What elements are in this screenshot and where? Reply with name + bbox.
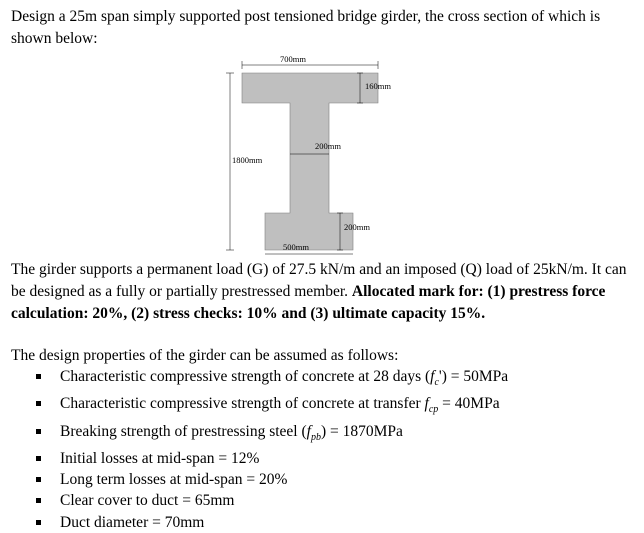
property-item [36, 393, 508, 420]
property-item [36, 512, 508, 533]
top-flange-depth-label: 160mm [365, 81, 391, 91]
allocated-marks-text: Allocated mark for: (1) prestress force calculation: 20%, (2) stress checks: 10% and (3) ultimate capacity 15%. [11, 283, 606, 322]
properties-intro: The design properties of the girder can be assumed as follows: [11, 347, 399, 364]
girder-cross-section-figure [220, 48, 420, 258]
property-text: Characteristic compressive strength of concrete at transfer [60, 395, 425, 413]
property-value-text: ) = 1870MPa [320, 422, 403, 440]
property-symbol: f [430, 368, 435, 385]
property-item [36, 469, 508, 490]
property-item [36, 366, 508, 393]
property-text: Long term losses at mid-span = 20% [60, 471, 288, 489]
bullet-square-icon [36, 520, 41, 525]
property-symbol-subscript: c [434, 377, 439, 389]
bullet-square-icon [36, 429, 41, 434]
bottom-flange-depth-label: 200mm [344, 222, 370, 232]
bullet-square-icon [36, 498, 41, 503]
property-value-text: ') = 50MPa [438, 368, 509, 385]
intro-paragraph: Design a 25m span simply supported post tensioned bridge girder, the cross section of which is shown below: [11, 8, 601, 47]
loads-text: The girder supports a permanent load (G) of 27.5 kN/m and an imposed (Q) load of 25kN/m. It can be designed as a fully or partially prestressed member. [11, 261, 627, 300]
property-item [36, 448, 508, 469]
overall-depth-label: 1800mm [232, 155, 263, 165]
property-text: Duct diameter = 70mm [60, 513, 205, 531]
properties-list [36, 366, 508, 533]
property-symbol-subscript: cp [428, 404, 439, 416]
property-text: Breaking strength of prestressing steel ( [60, 422, 307, 440]
property-text: Initial losses at mid-span = 12% [60, 449, 260, 467]
property-text: Clear cover to duct = 65mm [60, 492, 235, 510]
property-item [36, 490, 508, 511]
property-value-text: = 40MPa [438, 395, 500, 413]
bullet-square-icon [36, 374, 41, 379]
bullet-square-icon [36, 477, 41, 482]
property-symbol: f [306, 422, 311, 440]
bullet-square-icon [36, 401, 41, 406]
bullet-square-icon [36, 456, 41, 461]
loads-paragraph [11, 259, 631, 325]
property-symbol-subscript: pb [310, 431, 321, 443]
property-text: Characteristic compressive strength of concrete at 28 days ( [60, 368, 431, 385]
web-width-label: 200mm [315, 141, 341, 151]
property-item [36, 421, 508, 448]
property-symbol: f [424, 395, 429, 413]
top-flange-width-label: 700mm [280, 54, 306, 64]
bottom-flange-width-label: 500mm [283, 242, 309, 252]
